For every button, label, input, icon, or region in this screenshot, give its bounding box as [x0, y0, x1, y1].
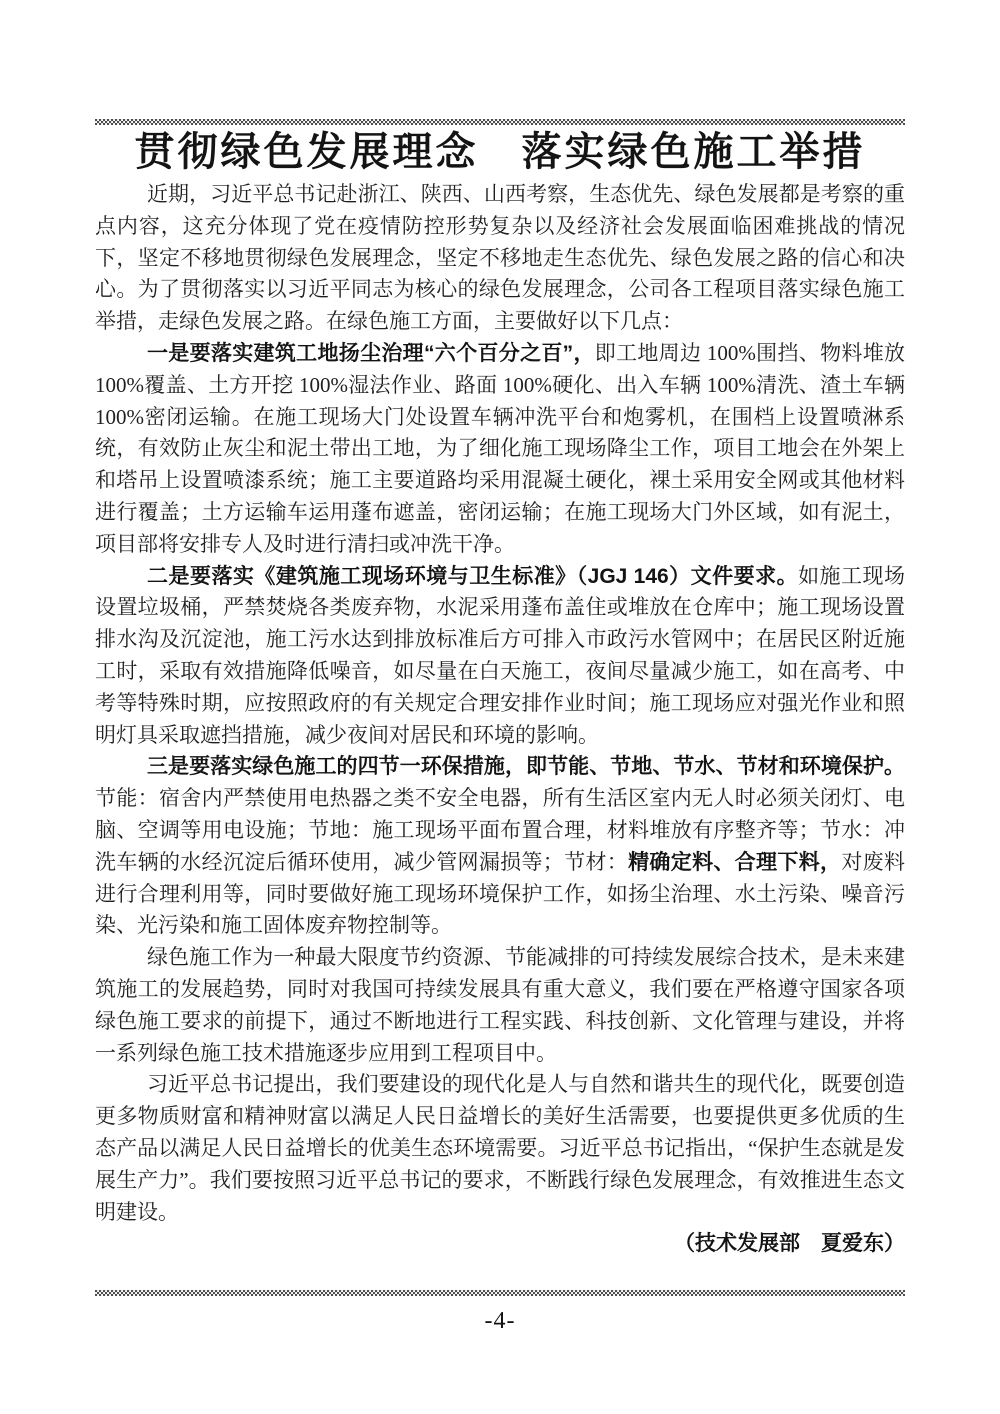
- paragraph-point-3-text-b: 对废料进行合理利用等，同时要做好施工现场环境保护工作，如扬尘治理、水土污染、噪音污染、光污染和施工固体废弃物控制等。: [95, 849, 906, 938]
- paragraph-point-2-lead: 二是要落实《建筑施工现场环境与卫生标准》（JGJ 146）文件要求。: [147, 564, 799, 588]
- bottom-decorative-rule: [95, 1290, 905, 1296]
- top-decorative-rule: [95, 119, 905, 125]
- paragraph-intro-text: 近期，习近平总书记赴浙江、陕西、山西考察，生态优先、绿色发展都是考察的重点内容，这充分体现了党在疫情防控形势复杂以及经济社会发展面临困难挑战的情况下，坚定不移地贯彻绿色发展理念，坚定不移地走生态优先、绿色发展之路的信心和决心。为了贯彻落实以习近平同志为核心的绿色发展理念，公司各工程项目落实绿色施工举措，走绿色发展之路。在绿色施工方面，主要做好以下几点：: [95, 182, 905, 334]
- paragraph-conclusion-text: 习近平总书记提出，我们要建设的现代化是人与自然和谐共生的现代化，既要创造更多物质财富和精神财富以满足人民日益增长的美好生活需要，也要提供更多优质的生态产品以满足人民日益增长的优美生态环境需要。习近平总书记指出，“保护生态就是发展生产力”。我们要按照习近平总书记的要求，不断践行绿色发展理念，有效推进生态文明建设。: [95, 1072, 905, 1224]
- paragraph-point-1: [95, 338, 905, 561]
- paragraph-intro: [95, 179, 905, 338]
- paragraph-summary: [95, 942, 905, 1069]
- paragraph-point-1-text: 即工地周边 100%围挡、物料堆放 100%覆盖、土方开挖 100%湿法作业、路面 100%硬化、出入车辆 100%清洗、渣土车辆 100%密闭运输。在施工现场大门处设置车辆冲洗平台和炮雾机，在围档上设置喷淋系统，有效防止灰尘和泥土带出工地，为了细化施工现场降尘工作，项目工地会在外架上和塔吊上设置喷漆系统；施工主要道路均采用混凝土硬化，裸土采用安全网或其他材料进行覆盖；土方运输车运用蓬布遮盖，密闭运输；在施工现场大门外区域，如有泥土，项目部将安排专人及时进行清扫或冲洗干净。: [95, 340, 906, 556]
- paragraph-conclusion: [95, 1069, 905, 1228]
- page-number: -4-: [484, 1308, 516, 1334]
- paragraph-point-1-lead: 一是要落实建筑工地扬尘治理“六个百分之百”，: [147, 341, 595, 365]
- paragraph-point-2-text: 如施工现场设置垃圾桶，严禁焚烧各类废弃物，水泥采用蓬布盖住或堆放在仓库中；施工现场设置排水沟及沉淀池，施工污水达到排放标准后方可排入市政污水管网中；在居民区附近施工时，采取有效措施降低噪音，如尽量在白天施工，夜间尽量减少施工，如在高考、中考等特殊时期，应按照政府的有关规定合理安排作业时间；施工现场应对强光作业和照明灯具采取遮挡措施，减少夜间对居民和环境的影响。: [95, 563, 906, 747]
- article-body: [95, 179, 905, 1260]
- paragraph-point-3: [95, 751, 905, 942]
- author-signature: （技术发展部 夏爱东）: [674, 1232, 905, 1256]
- paragraph-summary-text: 绿色施工作为一种最大限度节约资源、节能减排的可持续发展综合技术，是未来建筑施工的发展趋势，同时对我国可持续发展具有重大意义，我们要在严格遵守国家各项绿色施工要求的前提下，通过不断地进行工程实践、科技创新、文化管理与建设，并将一系列绿色施工技术措施逐步应用到工程项目中。: [95, 945, 905, 1065]
- paragraph-point-3-lead: 三是要落实绿色施工的四节一环保措施，即节能、节地、节水、节材和环境保护。: [147, 755, 905, 779]
- paragraph-point-3-text-a: 节能：宿舍内严禁使用电热器之类不安全电器，所有生活区室内无人时必须关闭灯、电脑、空调等用电设施；节地：施工现场平面布置合理，材料堆放有序整齐等；节水：冲洗车辆的水经沉淀后循环使用，减少管网漏损等；节材：: [95, 786, 905, 874]
- paragraph-point-2: [95, 561, 905, 752]
- article-title: 贯彻绿色发展理念 落实绿色施工举措: [134, 129, 866, 174]
- paragraph-point-3-bold-phrase: 精确定料、合理下料，: [628, 850, 842, 874]
